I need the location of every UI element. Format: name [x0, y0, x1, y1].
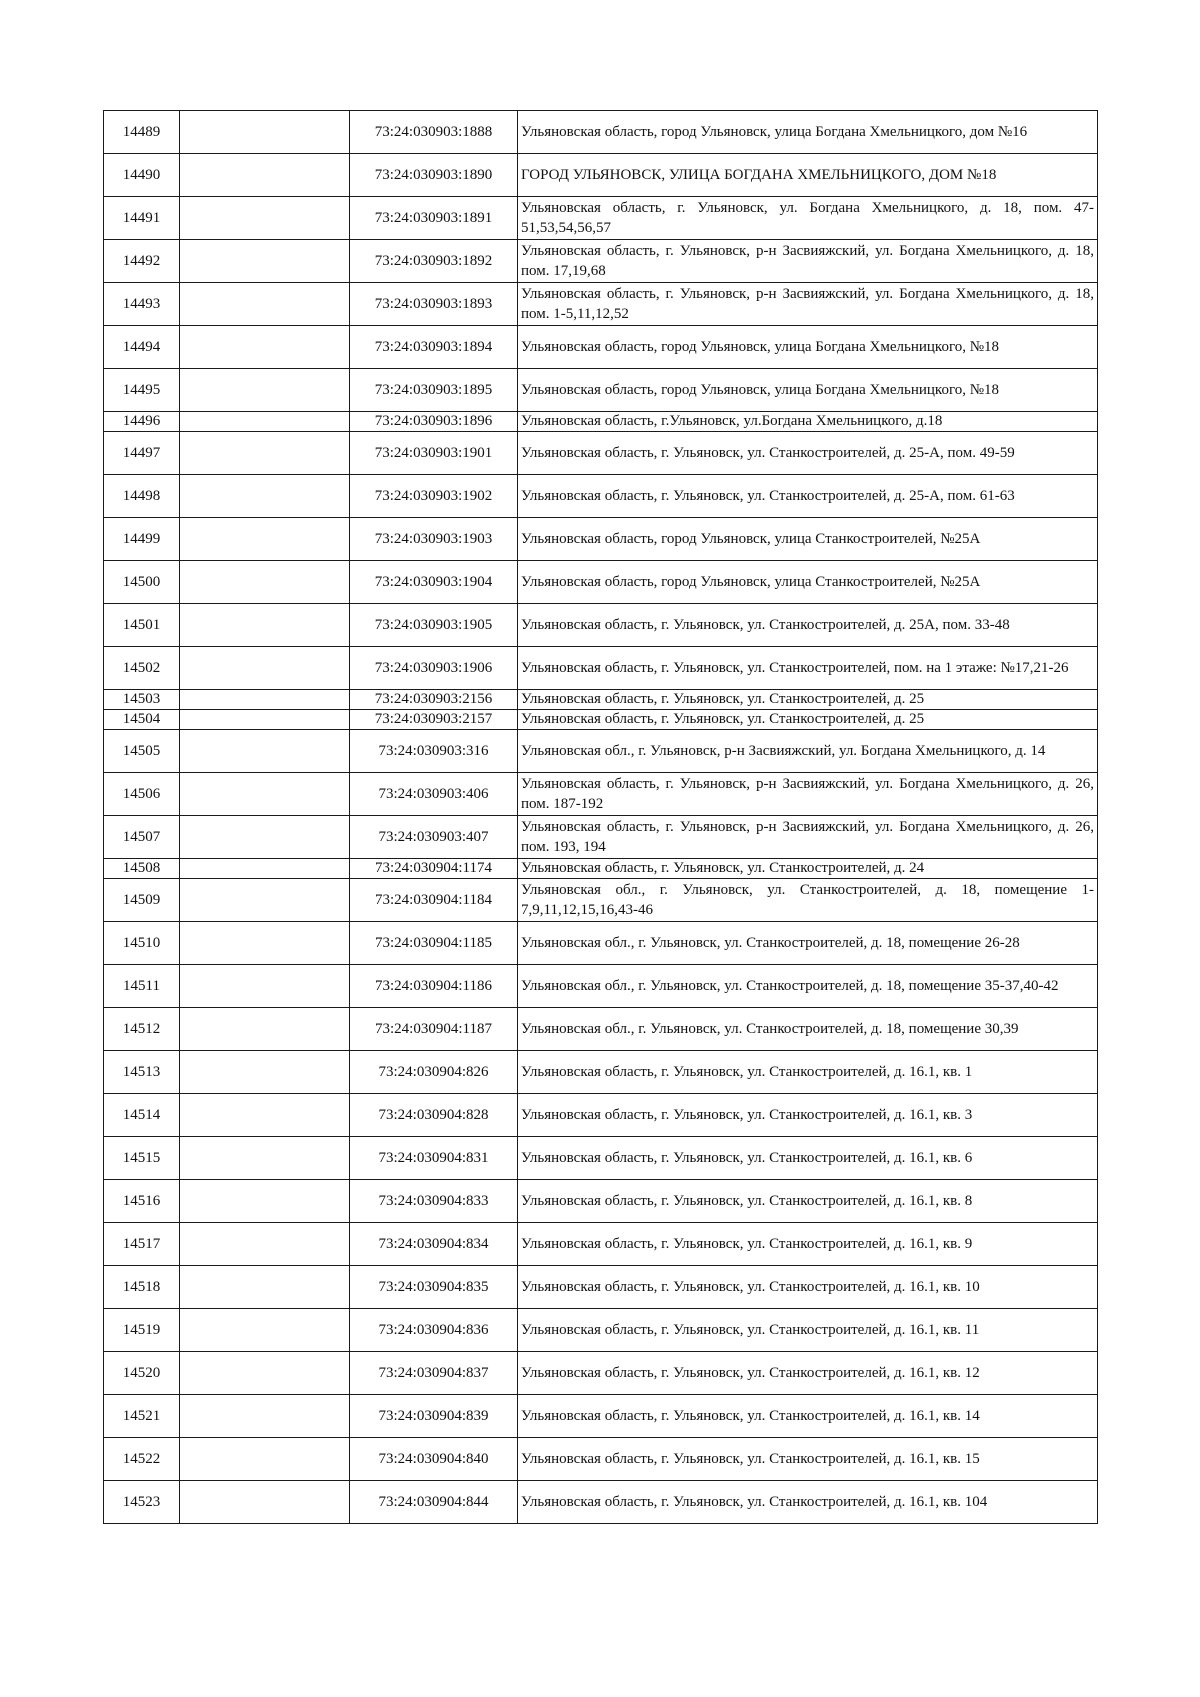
cadastral-number-cell: 73:24:030904:1187: [350, 1008, 518, 1051]
owner-cell: [180, 1266, 350, 1309]
table-row: [104, 690, 1098, 710]
table-row: [104, 240, 1098, 283]
row-number-cell: 14514: [104, 1094, 180, 1137]
owner-cell: [180, 773, 350, 816]
row-number-cell: 14522: [104, 1438, 180, 1481]
table-row: [104, 604, 1098, 647]
row-number-cell: 14502: [104, 647, 180, 690]
table-row: [104, 1481, 1098, 1524]
owner-cell: [180, 1051, 350, 1094]
address-cell: Ульяновская область, г. Ульяновск, ул. Станкостроителей, д. 25А, пом. 33-48: [518, 604, 1098, 647]
address-cell: Ульяновская область, г.Ульяновск, ул.Богдана Хмельницкого, д.18: [518, 412, 1098, 432]
cadastral-number-cell: 73:24:030903:1906: [350, 647, 518, 690]
address-cell: Ульяновская область, город Ульяновск, улица Станкостроителей, №25А: [518, 561, 1098, 604]
address-cell: Ульяновская область, г. Ульяновск, ул. Станкостроителей, д. 25-А, пом. 49-59: [518, 432, 1098, 475]
table-row: [104, 432, 1098, 475]
cadastral-number-cell: 73:24:030903:1895: [350, 369, 518, 412]
cadastral-number-cell: 73:24:030903:406: [350, 773, 518, 816]
owner-cell: [180, 1438, 350, 1481]
table-row: [104, 518, 1098, 561]
owner-cell: [180, 326, 350, 369]
address-cell: Ульяновская область, город Ульяновск, улица Богдана Хмельницкого, №18: [518, 326, 1098, 369]
row-number-cell: 14503: [104, 690, 180, 710]
cadastral-number-cell: 73:24:030904:1185: [350, 922, 518, 965]
address-cell: Ульяновская область, город Ульяновск, улица Богдана Хмельницкого, №18: [518, 369, 1098, 412]
owner-cell: [180, 518, 350, 561]
address-cell: Ульяновская область, г. Ульяновск, ул. Станкостроителей, д. 16.1, кв. 104: [518, 1481, 1098, 1524]
cadastral-number-cell: 73:24:030904:833: [350, 1180, 518, 1223]
address-cell: Ульяновская обл., г. Ульяновск, р-н Засвияжский, ул. Богдана Хмельницкого, д. 14: [518, 730, 1098, 773]
table-row: [104, 154, 1098, 197]
address-cell: Ульяновская область, г. Ульяновск, р-н Засвияжский, ул. Богдана Хмельницкого, д. 18, пом. 1-5,11,12,52: [518, 283, 1098, 326]
cadastral-number-cell: 73:24:030903:1894: [350, 326, 518, 369]
row-number-cell: 14509: [104, 879, 180, 922]
address-cell: Ульяновская область, г. Ульяновск, ул. Станкостроителей, д. 25: [518, 710, 1098, 730]
address-cell: Ульяновская область, город Ульяновск, улица Богдана Хмельницкого, дом №16: [518, 111, 1098, 154]
owner-cell: [180, 816, 350, 859]
table-row: [104, 111, 1098, 154]
cadastral-number-cell: 73:24:030903:1888: [350, 111, 518, 154]
owner-cell: [180, 690, 350, 710]
owner-cell: [180, 604, 350, 647]
address-cell: Ульяновская область, г. Ульяновск, ул. Станкостроителей, д. 16.1, кв. 15: [518, 1438, 1098, 1481]
address-cell: Ульяновская область, г. Ульяновск, ул. Станкостроителей, д. 24: [518, 859, 1098, 879]
cadastral-number-cell: 73:24:030903:316: [350, 730, 518, 773]
row-number-cell: 14498: [104, 475, 180, 518]
cadastral-number-cell: 73:24:030903:1903: [350, 518, 518, 561]
owner-cell: [180, 1180, 350, 1223]
table-row: [104, 1051, 1098, 1094]
cadastral-number-cell: 73:24:030903:1901: [350, 432, 518, 475]
table-row: [104, 859, 1098, 879]
owner-cell: [180, 111, 350, 154]
cadastral-number-cell: 73:24:030904:836: [350, 1309, 518, 1352]
address-cell: Ульяновская область, г. Ульяновск, ул. Станкостроителей, д. 16.1, кв. 14: [518, 1395, 1098, 1438]
owner-cell: [180, 240, 350, 283]
row-number-cell: 14492: [104, 240, 180, 283]
cadastral-number-cell: 73:24:030904:835: [350, 1266, 518, 1309]
owner-cell: [180, 561, 350, 604]
table-row: [104, 1180, 1098, 1223]
cadastral-number-cell: 73:24:030904:831: [350, 1137, 518, 1180]
cadastral-number-cell: 73:24:030903:1892: [350, 240, 518, 283]
cadastral-number-cell: 73:24:030903:2157: [350, 710, 518, 730]
registry-body: [104, 111, 1098, 1524]
row-number-cell: 14505: [104, 730, 180, 773]
row-number-cell: 14512: [104, 1008, 180, 1051]
owner-cell: [180, 730, 350, 773]
table-row: [104, 326, 1098, 369]
owner-cell: [180, 710, 350, 730]
row-number-cell: 14518: [104, 1266, 180, 1309]
address-cell: Ульяновская обл., г. Ульяновск, ул. Станкостроителей, д. 18, помещение 35-37,40-42: [518, 965, 1098, 1008]
address-cell: Ульяновская область, г. Ульяновск, р-н Засвияжский, ул. Богдана Хмельницкого, д. 26, пом. 187-192: [518, 773, 1098, 816]
owner-cell: [180, 922, 350, 965]
cadastral-number-cell: 73:24:030904:844: [350, 1481, 518, 1524]
row-number-cell: 14510: [104, 922, 180, 965]
row-number-cell: 14504: [104, 710, 180, 730]
address-cell: Ульяновская область, г. Ульяновск, ул. Станкостроителей, д. 16.1, кв. 3: [518, 1094, 1098, 1137]
address-cell: Ульяновская обл., г. Ульяновск, ул. Станкостроителей, д. 18, помещение 30,39: [518, 1008, 1098, 1051]
address-cell: Ульяновская область, г. Ульяновск, ул. Станкостроителей, д. 16.1, кв. 10: [518, 1266, 1098, 1309]
owner-cell: [180, 965, 350, 1008]
owner-cell: [180, 1008, 350, 1051]
owner-cell: [180, 1481, 350, 1524]
cadastral-number-cell: 73:24:030904:840: [350, 1438, 518, 1481]
row-number-cell: 14523: [104, 1481, 180, 1524]
address-cell: Ульяновская область, г. Ульяновск, ул. Станкостроителей, д. 25: [518, 690, 1098, 710]
owner-cell: [180, 859, 350, 879]
row-number-cell: 14497: [104, 432, 180, 475]
table-row: [104, 647, 1098, 690]
table-row: [104, 816, 1098, 859]
address-cell: Ульяновская область, г. Ульяновск, ул. Станкостроителей, д. 16.1, кв. 12: [518, 1352, 1098, 1395]
owner-cell: [180, 1395, 350, 1438]
row-number-cell: 14506: [104, 773, 180, 816]
row-number-cell: 14499: [104, 518, 180, 561]
table-row: [104, 965, 1098, 1008]
table-row: [104, 1094, 1098, 1137]
table-row: [104, 283, 1098, 326]
cadastral-number-cell: 73:24:030904:828: [350, 1094, 518, 1137]
table-row: [104, 475, 1098, 518]
owner-cell: [180, 283, 350, 326]
owner-cell: [180, 879, 350, 922]
owner-cell: [180, 197, 350, 240]
registry-table: [103, 110, 1098, 1524]
address-cell: Ульяновская область, г. Ульяновск, ул. Станкостроителей, д. 16.1, кв. 11: [518, 1309, 1098, 1352]
table-row: [104, 1266, 1098, 1309]
owner-cell: [180, 1309, 350, 1352]
row-number-cell: 14494: [104, 326, 180, 369]
table-row: [104, 1008, 1098, 1051]
owner-cell: [180, 1094, 350, 1137]
owner-cell: [180, 1137, 350, 1180]
row-number-cell: 14513: [104, 1051, 180, 1094]
cadastral-number-cell: 73:24:030904:834: [350, 1223, 518, 1266]
row-number-cell: 14508: [104, 859, 180, 879]
row-number-cell: 14519: [104, 1309, 180, 1352]
table-row: [104, 1352, 1098, 1395]
cadastral-number-cell: 73:24:030904:1186: [350, 965, 518, 1008]
cadastral-number-cell: 73:24:030904:837: [350, 1352, 518, 1395]
row-number-cell: 14511: [104, 965, 180, 1008]
table-row: [104, 369, 1098, 412]
row-number-cell: 14491: [104, 197, 180, 240]
cadastral-number-cell: 73:24:030904:826: [350, 1051, 518, 1094]
cadastral-number-cell: 73:24:030904:1174: [350, 859, 518, 879]
cadastral-number-cell: 73:24:030903:1890: [350, 154, 518, 197]
table-row: [104, 561, 1098, 604]
address-cell: Ульяновская обл., г. Ульяновск, ул. Станкостроителей, д. 18, помещение 1-7,9,11,12,15,16,43-46: [518, 879, 1098, 922]
table-row: [104, 197, 1098, 240]
row-number-cell: 14489: [104, 111, 180, 154]
cadastral-number-cell: 73:24:030904:839: [350, 1395, 518, 1438]
address-cell: Ульяновская область, г. Ульяновск, р-н Засвияжский, ул. Богдана Хмельницкого, д. 18, пом. 17,19,68: [518, 240, 1098, 283]
cadastral-number-cell: 73:24:030903:1893: [350, 283, 518, 326]
table-row: [104, 1309, 1098, 1352]
table-row: [104, 922, 1098, 965]
address-cell: Ульяновская область, город Ульяновск, улица Станкостроителей, №25А: [518, 518, 1098, 561]
row-number-cell: 14507: [104, 816, 180, 859]
cadastral-number-cell: 73:24:030903:1896: [350, 412, 518, 432]
cadastral-number-cell: 73:24:030903:2156: [350, 690, 518, 710]
cadastral-number-cell: 73:24:030903:1905: [350, 604, 518, 647]
address-cell: ГОРОД УЛЬЯНОВСК, УЛИЦА БОГДАНА ХМЕЛЬНИЦКОГО, ДОМ №18: [518, 154, 1098, 197]
row-number-cell: 14517: [104, 1223, 180, 1266]
row-number-cell: 14521: [104, 1395, 180, 1438]
owner-cell: [180, 432, 350, 475]
owner-cell: [180, 369, 350, 412]
row-number-cell: 14501: [104, 604, 180, 647]
address-cell: Ульяновская обл., г. Ульяновск, ул. Станкостроителей, д. 18, помещение 26-28: [518, 922, 1098, 965]
address-cell: Ульяновская область, г. Ульяновск, ул. Богдана Хмельницкого, д. 18, пом. 47-51,53,54,56,57: [518, 197, 1098, 240]
cadastral-number-cell: 73:24:030904:1184: [350, 879, 518, 922]
row-number-cell: 14500: [104, 561, 180, 604]
table-row: [104, 1223, 1098, 1266]
address-cell: Ульяновская область, г. Ульяновск, р-н Засвияжский, ул. Богдана Хмельницкого, д. 26, пом. 193, 194: [518, 816, 1098, 859]
address-cell: Ульяновская область, г. Ульяновск, ул. Станкостроителей, д. 16.1, кв. 8: [518, 1180, 1098, 1223]
row-number-cell: 14520: [104, 1352, 180, 1395]
cadastral-number-cell: 73:24:030903:1904: [350, 561, 518, 604]
cadastral-number-cell: 73:24:030903:1891: [350, 197, 518, 240]
table-row: [104, 1395, 1098, 1438]
row-number-cell: 14495: [104, 369, 180, 412]
row-number-cell: 14493: [104, 283, 180, 326]
table-row: [104, 773, 1098, 816]
owner-cell: [180, 1223, 350, 1266]
row-number-cell: 14490: [104, 154, 180, 197]
table-row: [104, 1137, 1098, 1180]
address-cell: Ульяновская область, г. Ульяновск, ул. Станкостроителей, д. 16.1, кв. 6: [518, 1137, 1098, 1180]
owner-cell: [180, 647, 350, 690]
address-cell: Ульяновская область, г. Ульяновск, ул. Станкостроителей, д. 25-А, пом. 61-63: [518, 475, 1098, 518]
address-cell: Ульяновская область, г. Ульяновск, ул. Станкостроителей, д. 16.1, кв. 1: [518, 1051, 1098, 1094]
owner-cell: [180, 475, 350, 518]
owner-cell: [180, 1352, 350, 1395]
table-row: [104, 710, 1098, 730]
table-row: [104, 412, 1098, 432]
table-row: [104, 730, 1098, 773]
address-cell: Ульяновская область, г. Ульяновск, ул. Станкостроителей, д. 16.1, кв. 9: [518, 1223, 1098, 1266]
table-row: [104, 1438, 1098, 1481]
table-row: [104, 879, 1098, 922]
cadastral-number-cell: 73:24:030903:407: [350, 816, 518, 859]
row-number-cell: 14516: [104, 1180, 180, 1223]
cadastral-number-cell: 73:24:030903:1902: [350, 475, 518, 518]
owner-cell: [180, 412, 350, 432]
row-number-cell: 14515: [104, 1137, 180, 1180]
row-number-cell: 14496: [104, 412, 180, 432]
owner-cell: [180, 154, 350, 197]
address-cell: Ульяновская область, г. Ульяновск, ул. Станкостроителей, пом. на 1 этаже: №17,21-26: [518, 647, 1098, 690]
